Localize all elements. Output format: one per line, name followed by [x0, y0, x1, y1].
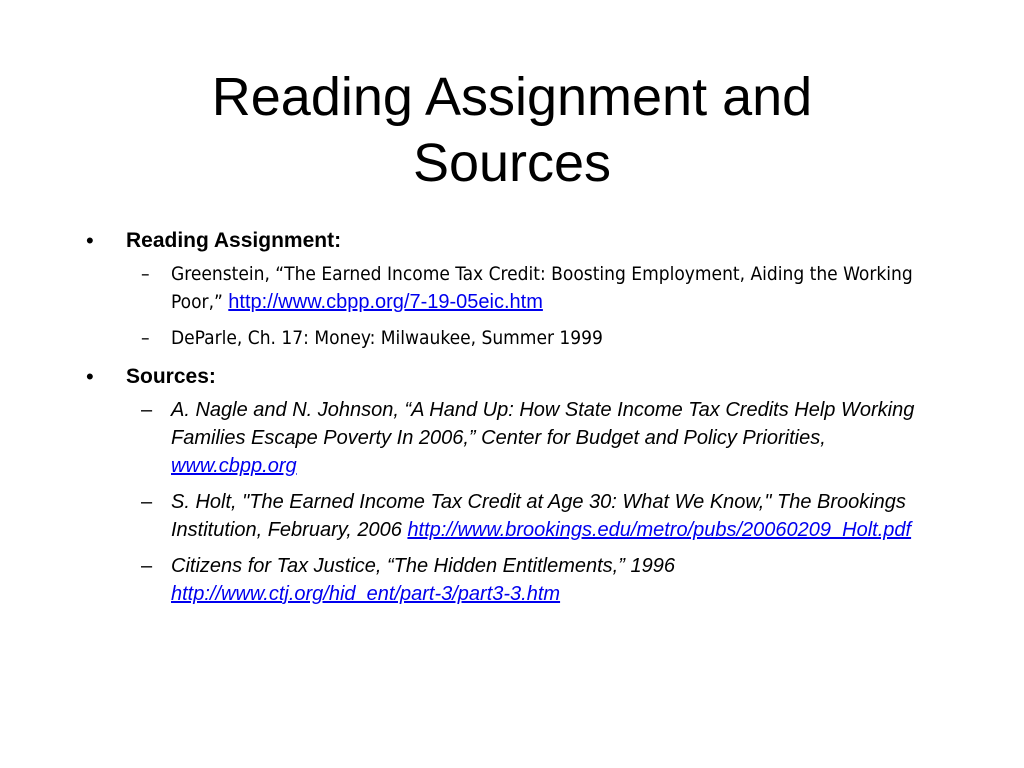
source-link[interactable]: http://www.brookings.edu/metro/pubs/20060209_Holt.pdf — [407, 519, 912, 541]
item-text: Greenstein, “The Earned Income Tax Credit: Boosting Employment, Aiding the Working Poor,” — [171, 263, 913, 313]
source-link[interactable]: www.cbpp.org — [171, 455, 297, 477]
bullet-icon: • — [86, 364, 94, 389]
sources-list — [126, 396, 956, 608]
title-line-1: Reading Assignment and — [211, 67, 813, 127]
list-item — [126, 324, 956, 352]
section-label: Sources: — [126, 365, 216, 388]
list-item — [126, 260, 956, 316]
dash-icon: – — [141, 263, 150, 285]
item-text: S. Holt, "The Earned Income Tax Credit at Age 30: What We Know," The Brookings Institution, February, 2006 — [171, 491, 906, 541]
item-text: A. Nagle and N. Johnson, “A Hand Up: How State Income Tax Credits Help Working Families Escape Poverty In 2006,” Center for Budget and Policy Priorities, — [171, 399, 915, 449]
source-link[interactable]: http://www.ctj.org/hid_ent/part-3/part3-3.htm — [171, 583, 561, 605]
slide-title — [80, 64, 944, 196]
title-line-2: Sources — [412, 133, 612, 193]
item-text: DeParle, Ch. 17: Money: Milwaukee, Summer 1999 — [171, 327, 603, 349]
item-text: Citizens for Tax Justice, “The Hidden Entitlements,” 1996 — [171, 555, 675, 577]
dash-icon: – — [141, 491, 153, 513]
slide-body — [86, 224, 956, 616]
bullet-icon: • — [86, 228, 94, 253]
dash-icon: – — [141, 327, 150, 349]
section-sources — [86, 360, 956, 608]
dash-icon: – — [141, 399, 153, 421]
reading-list — [126, 260, 956, 352]
list-item — [126, 552, 956, 608]
section-reading-assignment — [86, 224, 956, 352]
list-item — [126, 396, 956, 480]
list-item — [126, 488, 956, 544]
source-link[interactable]: http://www.cbpp.org/7-19-05eic.htm — [228, 291, 543, 313]
dash-icon: – — [141, 555, 153, 577]
section-label: Reading Assignment: — [126, 229, 342, 252]
